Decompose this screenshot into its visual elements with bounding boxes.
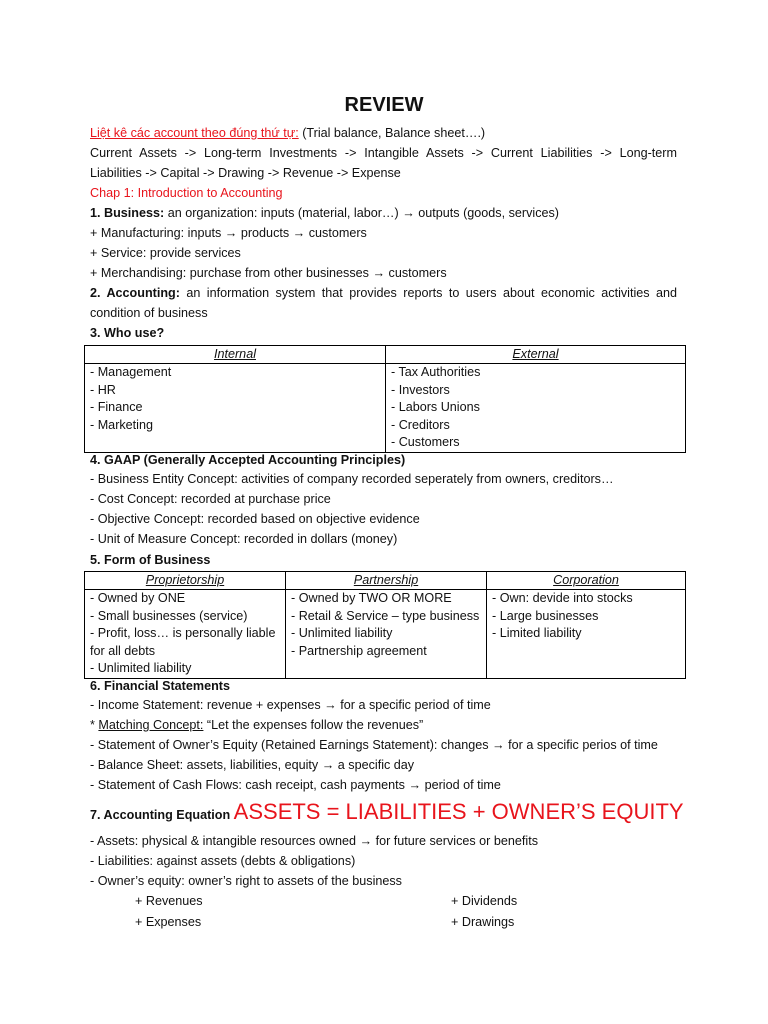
partnership-item: - Retail & Service – type business <box>291 608 480 623</box>
internal-item: - Marketing <box>90 417 153 432</box>
internal-cell <box>85 364 386 453</box>
forms-heading: 5. Form of Business <box>90 553 211 567</box>
external-cell <box>386 364 686 453</box>
proprietorship-cell <box>85 590 286 679</box>
equity-left-item: + Revenues <box>135 894 203 908</box>
account-order-line1: Current Assets -> Long-term Investments -> Intangible Assets -> Current Liabilities -> Long-term <box>90 146 677 160</box>
business-item: + Manufacturing: inputs → products → customers <box>90 226 367 240</box>
accounting-heading: 2. Accounting: <box>90 286 180 300</box>
equity-right-item: + Dividends <box>451 894 518 908</box>
intro-paren: (Trial balance, Balance sheet….) <box>298 126 486 140</box>
intro-line <box>90 126 485 140</box>
equation-item: - Assets: physical & intangible resources owned → for future services or benefits <box>90 834 538 848</box>
proprietorship-item: for all debts <box>90 643 156 658</box>
corporation-item: - Limited liability <box>492 626 582 640</box>
matching-label: Matching Concept: <box>98 718 204 732</box>
corporation-item: - Own: devide into stocks <box>492 591 633 605</box>
matching-text: “Let the expenses follow the revenues” <box>203 718 424 732</box>
equation-line <box>90 799 684 825</box>
partnership-header: Partnership <box>286 572 487 590</box>
gaap-item: - Unit of Measure Concept: recorded in dollars (money) <box>90 532 398 546</box>
proprietorship-item: - Owned by ONE <box>90 591 186 605</box>
business-heading: 1. Business: <box>90 206 165 220</box>
matching-prefix: * <box>90 718 99 732</box>
gaap-item: - Business Entity Concept: activities of company recorded seperately from owners, creditors… <box>90 472 614 486</box>
who-use-heading: 3. Who use? <box>90 326 165 340</box>
external-item: - Tax Authorities <box>391 365 481 379</box>
corporation-item: - Large businesses <box>492 608 599 623</box>
business-text: an organization: inputs (material, labor…) → outputs (goods, services) <box>164 206 559 220</box>
internal-item: - HR <box>90 382 116 397</box>
page-title: REVIEW <box>344 94 424 116</box>
chapter-heading: Chap 1: Introduction to Accounting <box>90 186 283 200</box>
accounting-text: an information system that provides reports to users about economic activities and <box>179 286 677 300</box>
balance-sheet: - Balance Sheet: assets, liabilities, equity → a specific day <box>90 758 415 772</box>
accounting-definition <box>90 286 677 300</box>
internal-header: Internal <box>85 346 386 364</box>
cash-flows: - Statement of Cash Flows: cash receipt, cash payments → period of time <box>90 778 501 792</box>
gaap-item: - Cost Concept: recorded at purchase price <box>90 492 331 506</box>
business-item: + Merchandising: purchase from other businesses → customers <box>90 266 447 280</box>
who-use-table <box>84 345 686 453</box>
income-statement: - Income Statement: revenue + expenses → for a specific period of time <box>90 698 491 712</box>
external-item: - Customers <box>391 435 460 449</box>
equation-heading: 7. Accounting Equation <box>90 808 231 822</box>
account-order-line2: Liabilities -> Capital -> Drawing -> Revenue -> Expense <box>90 166 401 180</box>
gaap-item: - Objective Concept: recorded based on objective evidence <box>90 512 420 526</box>
external-item: - Creditors <box>391 417 450 432</box>
corporation-cell <box>487 590 686 679</box>
partnership-item: - Partnership agreement <box>291 643 427 658</box>
matching-concept <box>90 718 423 732</box>
equation-item: - Owner’s equity: owner’s right to assets of the business <box>90 874 402 888</box>
statements-heading: 6. Financial Statements <box>90 679 230 693</box>
partnership-item: - Unlimited liability <box>291 626 393 640</box>
intro-red-label: Liệt kê các account theo đúng thứ tự: <box>90 126 299 140</box>
gaap-heading: 4. GAAP (Generally Accepted Accounting Principles) <box>90 453 406 467</box>
equation-item: - Liabilities: against assets (debts & obligations) <box>90 854 356 868</box>
external-item: - Labors Unions <box>391 400 480 414</box>
proprietorship-item: - Small businesses (service) <box>90 608 248 623</box>
owners-equity-statement: - Statement of Owner’s Equity (Retained Earnings Statement): changes → for a specific perios of time <box>90 738 658 752</box>
external-item: - Investors <box>391 382 450 397</box>
accounting-text-cont: condition of business <box>90 306 208 320</box>
equity-left-item: + Expenses <box>135 915 202 929</box>
partnership-item: - Owned by TWO OR MORE <box>291 591 452 605</box>
business-item: + Service: provide services <box>90 246 241 260</box>
business-definition <box>90 206 559 220</box>
proprietorship-item: - Profit, loss… is personally liable <box>90 626 276 640</box>
internal-item: - Management <box>90 365 172 379</box>
equation-formula: ASSETS = LIABILITIES + OWNER’S EQUITY <box>233 799 684 824</box>
corporation-header: Corporation <box>487 572 686 590</box>
partnership-cell <box>286 590 487 679</box>
external-header: External <box>386 346 686 364</box>
equity-right-item: + Drawings <box>451 915 515 929</box>
internal-item: - Finance <box>90 400 143 414</box>
forms-table <box>84 571 686 679</box>
proprietorship-header: Proprietorship <box>85 572 286 590</box>
proprietorship-item: - Unlimited liability <box>90 661 192 675</box>
